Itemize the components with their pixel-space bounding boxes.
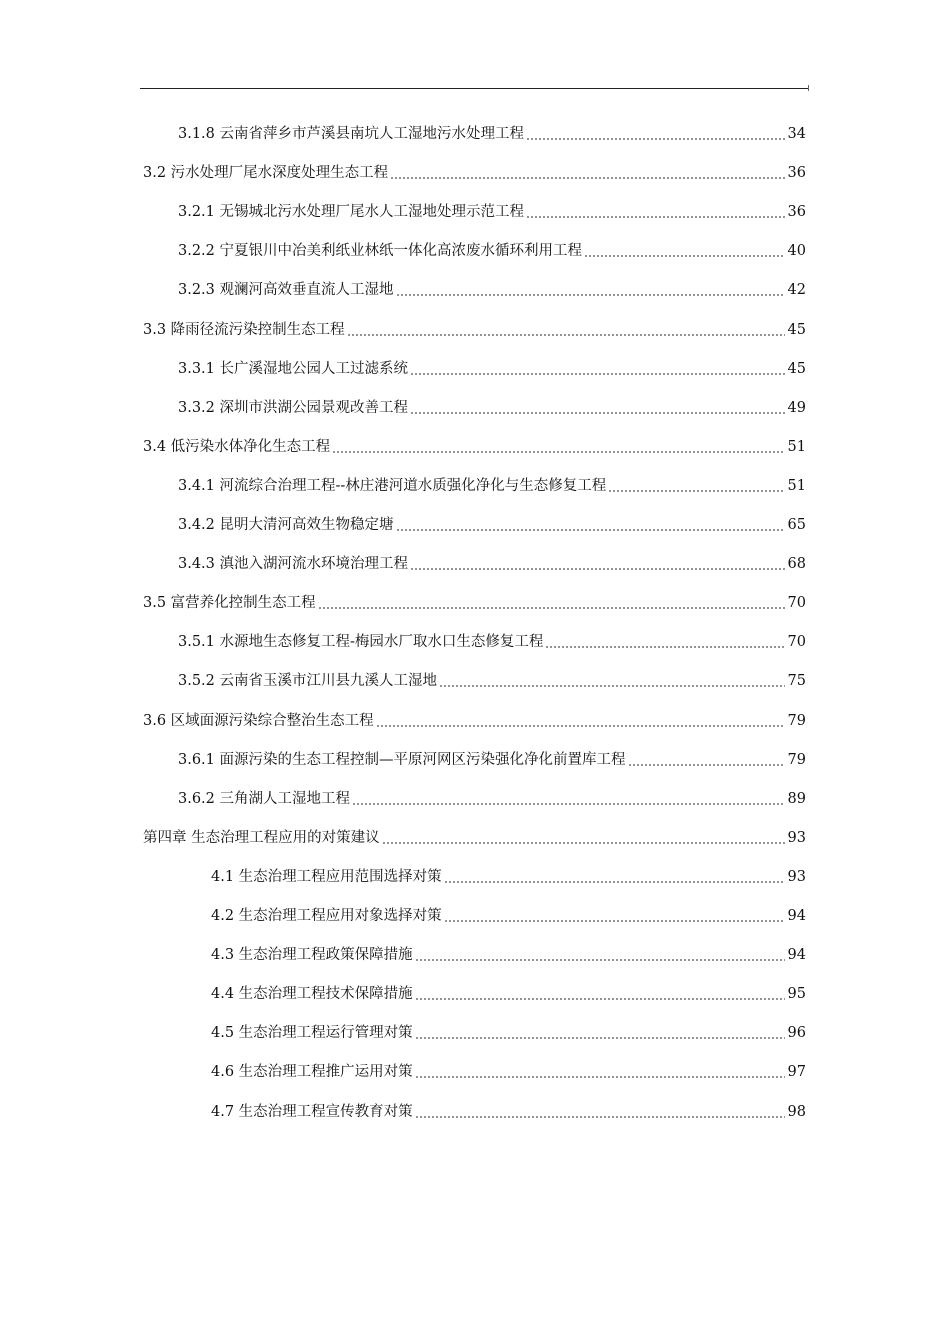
toc-dot-leader [526,138,785,140]
header-tick-mark [808,85,809,91]
toc-entry[interactable] [211,1019,806,1043]
toc-entry-title: 3.4 低污染水体净化生态工程 [143,438,331,455]
toc-entry-title: 3.2.3 观澜河高效垂直流人工湿地 [178,282,394,299]
toc-entry-title: 3.6.1 面源污染的生态工程控制—平原河网区污染强化净化前置库工程 [178,751,626,768]
toc-entry-page-number: 93 [787,868,806,885]
toc-dot-leader [545,646,784,648]
toc-entry[interactable] [178,511,806,535]
toc-entry-title: 4.2 生态治理工程应用对象选择对策 [211,908,442,924]
toc-dot-leader [444,920,785,922]
toc-entry[interactable] [143,159,806,183]
toc-entry[interactable] [178,628,806,652]
toc-entry-title: 3.5.1 水源地生态修复工程-梅园水厂取水口生态修复工程 [178,634,544,651]
toc-entry-title: 4.1 生态治理工程应用范围选择对策 [211,868,442,885]
toc-dot-leader [415,959,785,961]
toc-entry-title: 4.3 生态治理工程政策保障措施 [211,947,413,964]
toc-entry[interactable] [211,1098,806,1122]
toc-entry-title: 3.5 富营养化控制生态工程 [143,595,316,612]
toc-entry-title: 3.4.2 昆明大清河高效生物稳定塘 [178,517,394,533]
toc-entry[interactable] [143,316,806,340]
toc-dot-leader [415,998,785,1000]
toc-entry-title: 3.1.8 云南省萍乡市芦溪县南坑人工湿地污水处理工程 [178,126,525,142]
toc-dot-leader [410,568,785,570]
toc-dot-leader [396,529,785,531]
toc-dot-leader [396,294,785,296]
toc-dot-leader [410,373,785,375]
toc-entry[interactable] [211,980,806,1004]
toc-dot-leader [382,842,785,844]
toc-entry-title: 4.4 生态治理工程技术保障措施 [211,986,413,1003]
toc-entry[interactable] [178,355,806,379]
toc-entry[interactable] [178,237,806,261]
toc-dot-leader [376,725,785,727]
toc-entry-page-number: 45 [787,360,806,377]
toc-dot-leader [415,1116,785,1118]
toc-entry-page-number: 89 [787,790,806,807]
toc-entry-title: 3.4.3 滇池入湖河流水环境治理工程 [178,556,409,573]
toc-entry[interactable] [211,863,806,887]
toc-dot-leader [415,1037,785,1039]
toc-dot-leader [318,607,785,609]
toc-entry-page-number: 42 [787,282,806,299]
toc-entry-title: 3.2.1 无锡城北污水处理厂尾水人工湿地处理示范工程 [178,204,525,221]
toc-entry[interactable] [143,707,806,731]
toc-entry-title: 3.2 污水处理厂尾水深度处理生态工程 [143,165,389,182]
toc-entry-page-number: 93 [787,829,806,846]
toc-entry-page-number: 34 [787,126,806,142]
toc-entry[interactable] [178,746,806,770]
toc-dot-leader [439,685,785,687]
toc-entry-page-number: 36 [787,165,806,182]
toc-entry[interactable] [143,433,806,457]
toc-entry[interactable] [178,472,806,496]
toc-dot-leader [526,216,785,218]
toc-entry-page-number: 79 [787,751,806,768]
toc-entry-page-number: 51 [787,477,806,494]
toc-entry[interactable] [178,394,806,418]
toc-entry-title: 3.4.1 河流综合治理工程--林庄港河道水质强化净化与生态修复工程 [178,477,607,494]
toc-entry[interactable] [178,120,806,144]
toc-entry-page-number: 70 [787,595,806,612]
toc-entry-page-number: 51 [787,438,806,455]
toc-entry-page-number: 68 [787,556,806,573]
toc-entry-page-number: 70 [787,634,806,651]
toc-dot-leader [444,881,785,883]
toc-entry[interactable] [178,785,806,809]
toc-entry[interactable] [211,941,806,965]
toc-entry-title: 4.6 生态治理工程推广运用对策 [211,1064,413,1081]
toc-dot-leader [410,412,785,414]
toc-entry-page-number: 97 [787,1064,806,1081]
toc-entry-page-number: 79 [787,712,806,729]
toc-entry-page-number: 94 [787,908,806,924]
toc-entry[interactable] [178,667,806,691]
toc-entry-title: 3.3.2 深圳市洪湖公园景观改善工程 [178,399,409,416]
toc-dot-leader [628,764,785,766]
toc-dot-leader [332,451,784,453]
toc-entry[interactable] [143,824,806,848]
toc-entry-page-number: 65 [787,517,806,533]
toc-dot-leader [347,334,785,336]
toc-entry-page-number: 75 [787,673,806,690]
toc-entry[interactable] [178,550,806,574]
toc-entry-page-number: 94 [787,947,806,964]
toc-entry-page-number: 98 [787,1103,806,1120]
toc-entry-title: 第四章 生态治理工程应用的对策建议 [143,829,380,846]
toc-entry[interactable] [143,589,806,613]
toc-entry-title: 3.2.2 宁夏银川中冶美利纸业林纸一体化高浓废水循环利用工程 [178,243,583,260]
toc-entry[interactable] [211,902,806,926]
toc-entry[interactable] [178,276,806,300]
toc-entry-title: 3.3 降雨径流污染控制生态工程 [143,321,345,338]
toc-entry-title: 3.6.2 三角湖人工湿地工程 [178,790,351,807]
toc-dot-leader [390,177,784,179]
toc-entry-page-number: 95 [787,986,806,1003]
toc-entry[interactable] [211,1058,806,1082]
toc-entry-page-number: 40 [787,243,806,260]
toc-entry-title: 4.5 生态治理工程运行管理对策 [211,1025,413,1042]
toc-entry-title: 3.5.2 云南省玉溪市江川县九溪人工湿地 [178,673,438,690]
toc-dot-leader [608,490,784,492]
header-rule [140,88,809,89]
toc-entry[interactable] [178,198,806,222]
toc-dot-leader [584,255,785,257]
toc-entry-page-number: 49 [787,399,806,416]
toc-entry-title: 3.3.1 长广溪湿地公园人工过滤系统 [178,360,409,377]
toc-dot-leader [415,1076,785,1078]
toc-entry-title: 4.7 生态治理工程宣传教育对策 [211,1103,413,1120]
toc-dot-leader [352,803,785,805]
toc-entry-page-number: 96 [787,1025,806,1042]
toc-entry-page-number: 45 [787,321,806,338]
toc-entry-page-number: 36 [787,204,806,221]
toc-entry-title: 3.6 区域面源污染综合整治生态工程 [143,712,374,729]
